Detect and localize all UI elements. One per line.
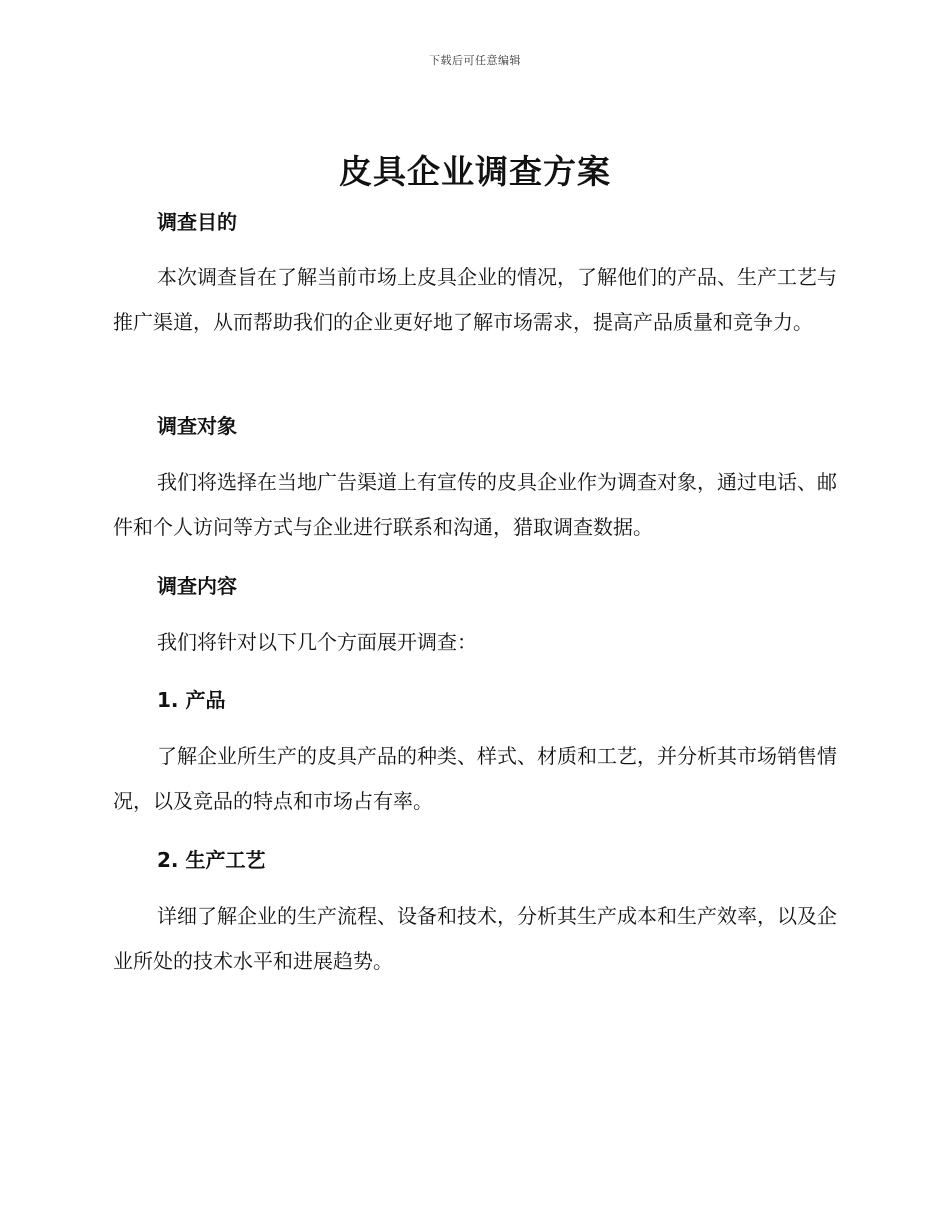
section-paragraph-product: 了解企业所生产的皮具产品的种类、样式、材质和工艺，并分析其市场销售情况，以及竞品的特点和市场占有率。: [113, 744, 837, 813]
section-heading-process: 2. 生产工艺: [157, 848, 266, 872]
section-heading-purpose: 调查目的: [157, 210, 237, 234]
section-paragraph-purpose: 本次调查旨在了解当前市场上皮具企业的情况，了解他们的产品、生产工艺与推广渠道，从而帮助我们的企业更好地了解市场需求，提高产品质量和竞争力。: [113, 265, 837, 334]
section-heading-content: 调查内容: [157, 574, 237, 598]
section-paragraph-content: 我们将针对以下几个方面展开调查：: [157, 630, 477, 654]
page-header-note: 下载后可任意编辑: [429, 54, 521, 67]
section-heading-target: 调查对象: [157, 414, 237, 438]
document-title: 皮具企业调查方案: [339, 152, 611, 191]
section-paragraph-target: 我们将选择在当地广告渠道上有宣传的皮具企业作为调查对象，通过电话、邮件和个人访问等方式与企业进行联系和沟通，猎取调查数据。: [113, 470, 837, 539]
section-paragraph-process: 详细了解企业的生产流程、设备和技术，分析其生产成本和生产效率，以及企业所处的技术水平和进展趋势。: [113, 904, 837, 973]
section-heading-product: 1. 产品: [157, 688, 226, 712]
